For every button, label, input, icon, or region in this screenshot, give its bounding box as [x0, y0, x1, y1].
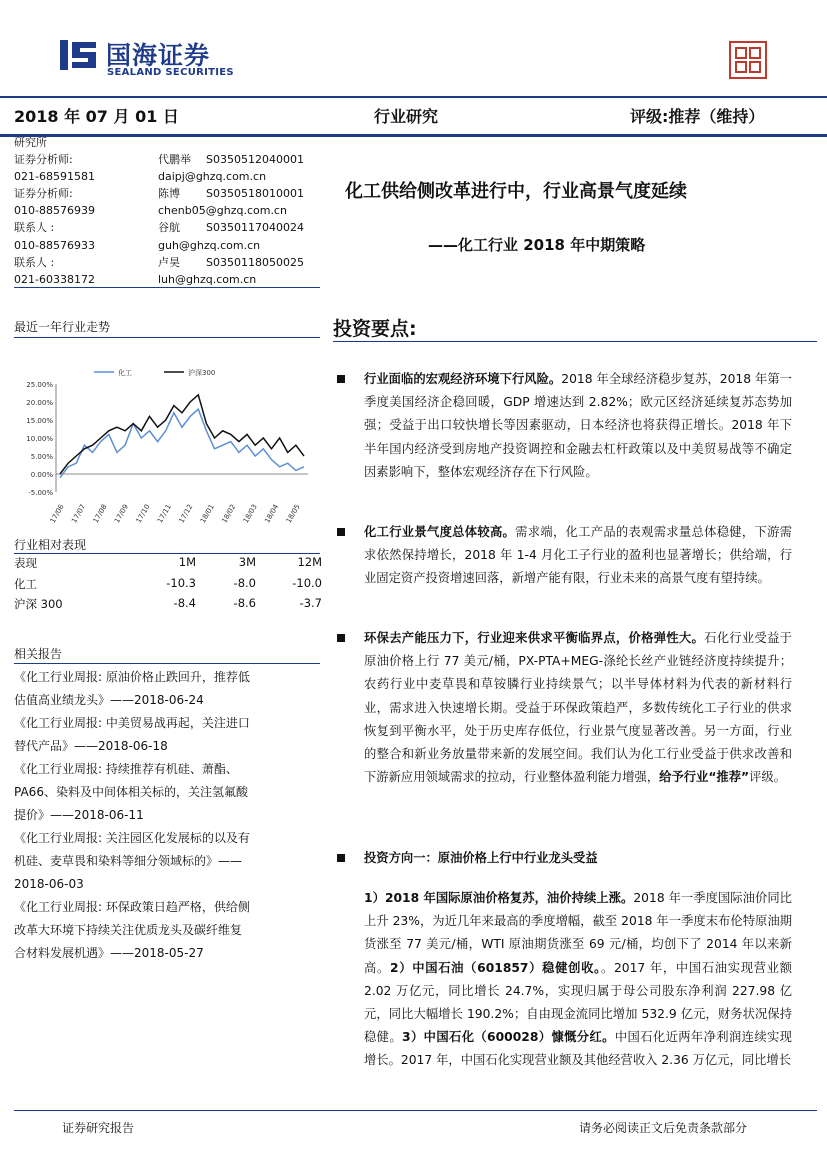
analyst-role: 010-88576933: [14, 238, 95, 252]
brand-name-cn: 国海证券: [106, 41, 211, 70]
analyst-cert: S0350518010001: [206, 187, 304, 201]
paragraph-lead: 化工行业景气度总体较高。: [364, 525, 516, 539]
paragraph-lead: 2）中国石油（601857）稳健创收。: [389, 960, 601, 975]
table-row-label: 化工: [14, 576, 37, 591]
report-line: 机硅、麦草畏和染料等细分领域标的》——: [14, 854, 243, 868]
analyst-row: [14, 219, 314, 236]
analyst-role: 证券分析师:: [14, 153, 73, 167]
analyst-name: chenb05@ghzq.com.cn: [158, 204, 287, 218]
table-cell: -10.3: [166, 575, 196, 590]
analyst-row: [14, 271, 314, 288]
paragraph-text: 2018 年一季度国际油价同比上升 23%，为近几年来最高的季度增幅，截至 2018 年一季度末布伦特原油期货涨至 77 美元/桶，WTI 原油期货涨至 69 元/桶，均创下了 2014 年以来新高。: [364, 891, 792, 975]
divider: [14, 663, 320, 664]
analyst-cert: S0350118050025: [206, 255, 304, 269]
x-tick-label: 17/09: [113, 503, 131, 525]
sealand-logo-icon: [58, 36, 102, 74]
y-tick-label: 15.00%: [26, 417, 53, 425]
related-reports-list: [14, 666, 320, 965]
divider: [333, 341, 817, 342]
footer-divider: [14, 1110, 817, 1111]
report-line: 《化工行业周报: 关注园区化发展标的以及有: [14, 831, 250, 845]
analyst-role: 联系人 :: [14, 255, 55, 269]
divider: [14, 553, 320, 554]
paragraph-text: 中国石化近两年净利润连续实现增长。2017 年，中国石化实现营业额及其他经营收入 2.36 万亿元，同比增长: [364, 1030, 792, 1068]
report-line: 估值高业绩龙头》——2018-06-24: [14, 693, 204, 707]
brand-name-en: SEALAND SECURITIES: [107, 67, 234, 78]
x-tick-label: 17/11: [155, 503, 174, 525]
invest-heading: 投资要点:: [333, 318, 417, 340]
paragraph-lead: 1）2018 年国际原油价格复苏，油价持续上涨。: [364, 891, 634, 905]
analyst-role: 联系人 :: [14, 221, 55, 235]
report-line: 提价》——2018-06-11: [14, 808, 144, 822]
paragraph-lead: 环保去产能压力下，行业迎来供求平衡临界点，价格弹性大。: [364, 631, 705, 645]
report-subtitle: ——化工行业 2018 年中期策略: [428, 236, 646, 254]
table-row-label: 沪深 300: [14, 597, 63, 611]
report-title: 化工供给侧改革进行中，行业高景气度延续: [345, 181, 687, 202]
legend-label: 沪深300: [188, 369, 216, 377]
analyst-name: luh@ghzq.com.cn: [158, 272, 257, 286]
paragraph-lead: 3）中国石化（600028）慷慨分红。: [402, 1030, 615, 1045]
report-line: 《化工行业周报: 中美贸易战再起，关注进口: [14, 716, 250, 730]
x-tick-label: 17/07: [70, 503, 88, 525]
divider: [14, 337, 320, 338]
paragraph-macro: [364, 368, 792, 484]
report-line: 《化工行业周报: 环保政策日趋严格，供给侧: [14, 900, 250, 914]
paragraph-direction: [364, 847, 792, 870]
paragraph-supply: [364, 627, 792, 789]
analyst-name: guh@ghzq.com.cn: [158, 238, 261, 252]
y-tick-label: 20.00%: [26, 399, 53, 407]
table-cell: -8.4: [173, 596, 196, 610]
research-label: 研究所: [14, 136, 47, 149]
table-row: [14, 555, 322, 576]
legend-label: 化工: [118, 369, 132, 377]
table-row: [14, 576, 322, 597]
table-cell: -10.0: [292, 575, 322, 590]
report-line: 《化工行业周报: 持续推荐有机硅、萧酯、: [14, 762, 238, 776]
paragraph-lead: 投资方向一：原油价格上行中行业龙头受益: [364, 851, 598, 865]
paragraph-text: 评级。: [749, 770, 786, 785]
x-tick-label: 18/02: [220, 503, 238, 525]
table-row: [14, 596, 322, 617]
x-tick-label: 18/05: [284, 503, 302, 525]
analyst-name: 陈博: [158, 187, 180, 201]
analyst-row: [14, 151, 314, 168]
x-tick-label: 17/12: [177, 503, 195, 525]
trend-heading: 最近一年行业走势: [14, 320, 111, 334]
x-tick-label: 18/03: [241, 503, 259, 525]
analyst-name: 谷航: [158, 221, 180, 235]
analyst-role: 证券分析师:: [14, 187, 73, 201]
table-cell: 3M: [238, 555, 256, 569]
bullet-icon: [337, 375, 345, 383]
x-tick-label: 17/06: [48, 503, 66, 525]
analyst-row: [14, 168, 314, 185]
report-line: 《化工行业周报: 原油价格止跌回升，推荐低: [14, 670, 250, 684]
analyst-row: [14, 185, 314, 202]
paragraph-prosperity: [364, 521, 792, 591]
analyst-row: [14, 202, 314, 219]
analyst-name: daipj@ghzq.com.cn: [158, 170, 267, 184]
y-tick-label: 10.00%: [26, 435, 53, 443]
paragraph-lead: 行业面临的宏观经济环境下行风险。: [364, 372, 562, 386]
analyst-row: [14, 254, 314, 271]
footer-right: 请务必阅读正文后免责条款部分: [579, 1121, 748, 1135]
analyst-cert: S0350512040001: [206, 153, 304, 167]
x-tick-label: 17/08: [91, 503, 109, 525]
table-cell: -8.0: [233, 575, 256, 590]
paragraph-text: 2018 年全球经济稳步复苏，2018 年第一季度美国经济企稳回暖，GDP 增速达到 2.82%；欧元区经济延续复苏态势加强；受益于出口较快增长等因素驱动，日本经济也将获得正增长。2018 年下半年国内经济受到房地产投资调控和金融去杠杆政策以及中美贸易战等不确定因素影响下，整体宏观经济存在下行风险。: [364, 372, 792, 479]
y-tick-label: 0.00%: [30, 471, 53, 479]
performance-table: [14, 555, 322, 617]
bullet-icon: [337, 854, 345, 862]
report-line: 改革大环境下持续关注优质龙头及碳纤维复: [14, 923, 243, 937]
rating: 评级:推荐（维持）: [630, 107, 765, 126]
report-line: 2018-06-03: [14, 877, 84, 891]
paragraph-text: 需求端，化工产品的表观需求量总体稳健，下游需求依然保持增长，2018 年 1-4 月化工子行业的盈利也显著增长；供给端，行业固定资产投资增速回落，新增产能有限，行业未来的高景气度有望持续。: [364, 525, 792, 586]
paragraph-oil: [364, 887, 792, 1073]
analyst-name: 代鹏举: [158, 153, 191, 167]
trend-chart: [14, 360, 320, 530]
bullet-icon: [337, 634, 345, 642]
analyst-cert: S0350117040024: [206, 221, 304, 235]
report-date: 2018 年 07 月 01 日: [14, 107, 179, 126]
y-tick-label: 5.00%: [30, 453, 53, 461]
x-tick-label: 18/01: [198, 503, 216, 525]
analyst-role: 010-88576939: [14, 204, 95, 218]
series-line-hs300: [60, 395, 304, 474]
x-tick-label: 18/04: [263, 503, 281, 525]
divider: [14, 287, 320, 288]
table-cell: 12M: [297, 555, 322, 569]
y-tick-label: 25.00%: [26, 381, 53, 389]
analyst-role: 021-68591581: [14, 170, 95, 184]
table-cell: -8.6: [233, 596, 256, 610]
report-line: 合材料发展机遇》——2018-05-27: [14, 946, 204, 960]
report-line: 替代产品》——2018-06-18: [14, 739, 168, 753]
research-seal-icon: [728, 40, 768, 80]
analyst-block: [14, 134, 314, 288]
table-row-label: 表现: [14, 556, 37, 570]
x-tick-label: 17/10: [134, 503, 152, 525]
paragraph-text: 。2017 年，中国石油实现营业额 2.02 万亿元，同比增长 24.7%，实现归属于母公司股东净利润 227.98 亿元，同比大幅增长 190.2%；自由现金流同比增加 532.9 亿元，财务状况保持稳健。: [364, 960, 792, 1045]
report-category: 行业研究: [374, 107, 439, 126]
analyst-name: 卢昊: [158, 255, 180, 269]
footer-left: 证券研究报告: [62, 1121, 135, 1135]
paragraph-emphasis: 给予行业“推荐”: [659, 770, 750, 785]
analyst-role: 021-60338172: [14, 272, 95, 286]
bullet-icon: [337, 528, 345, 536]
paragraph-text: 石化行业受益于原油价格上行 77 美元/桶，PX-PTA+MEG-涤纶长丝产业链经济度持续提升；农药行业中麦草畏和草铵膦行业持续景气；以半导体材料为代表的新材料行业，需求进入快速增长期。受益于环保政策趋严，多数传统化工子行业的供求恢复到平衡水平，处于历史库存低位，行业景气度显著改善。另一方面，行业的整合和新业务放量带来新的发展空间。我们认为化工行业受益于供求改善和下游新应用领域需求的拉动，行业整体盈利能力增强，: [364, 631, 792, 785]
performance-heading: 行业相对表现: [14, 538, 87, 552]
analyst-row: [14, 237, 314, 254]
report-line: PA66、染料及中间体相关标的，关注氢氟酸: [14, 785, 248, 799]
related-heading: 相关报告: [14, 647, 63, 661]
table-cell: -3.7: [299, 596, 322, 610]
y-tick-label: -5.00%: [28, 489, 53, 497]
table-cell: 1M: [178, 555, 196, 569]
